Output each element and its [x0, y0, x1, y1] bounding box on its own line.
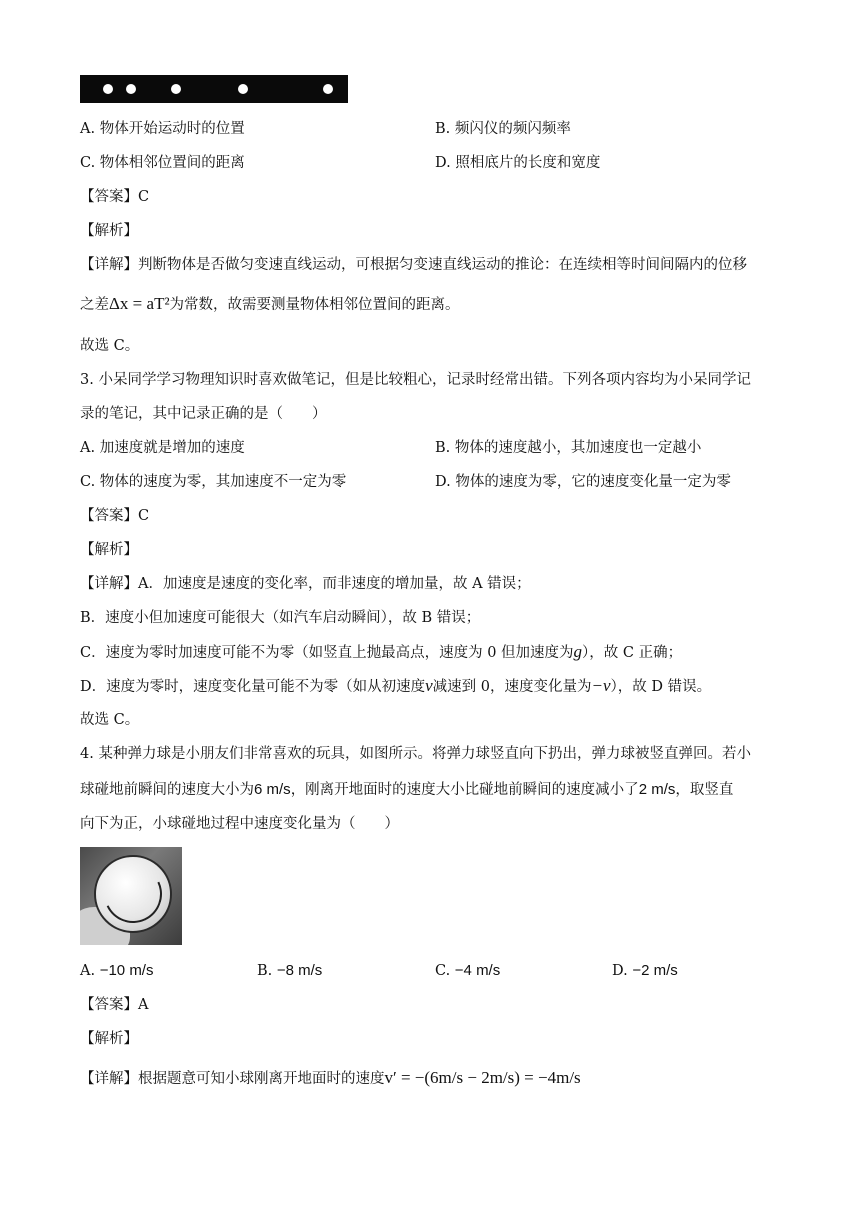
- q2-option-a: A. 物体开始运动时的位置: [80, 121, 245, 137]
- q3-answer: 【答案】C: [80, 508, 150, 524]
- q3-detail-c: [80, 642, 682, 663]
- q3-detail-c-text: C．速度为零时加速度可能不为零（如竖直上抛最高点，速度为 0 但加速度为: [80, 645, 574, 661]
- q4-detail-text: 【详解】根据题意可知小球刚离开地面时的速度: [80, 1071, 385, 1087]
- q4-formula: v′ = −(6m/s − 2m/s) = −4m/s: [384, 1068, 581, 1087]
- q2-detail-line1: 【详解】判断物体是否做匀变速直线运动，可根据匀变速直线运动的推论：在连续相等时间间隔内的位移: [80, 257, 747, 273]
- q4-option-d-value: −2 m/s: [632, 962, 678, 979]
- q2-option-b: B. 频闪仪的频闪频率: [435, 121, 571, 137]
- q3-detail-d-suffix: ），故 D 错误。: [610, 679, 712, 695]
- q4-option-b: [257, 961, 322, 981]
- q3-option-c: C. 物体的速度为零，其加速度不一定为零: [80, 474, 347, 490]
- q3-detail-b: B．速度小但加速度可能很大（如汽车启动瞬间），故 B 错误；: [80, 610, 481, 626]
- q2-detail-prefix: 之差: [80, 297, 109, 313]
- q4-option-b-label: B.: [257, 963, 273, 979]
- q2-answer: 【答案】C: [80, 189, 150, 205]
- q3-option-d: D. 物体的速度为零，它的速度变化量一定为零: [435, 474, 731, 490]
- q3-analysis-heading: 【解析】: [80, 542, 138, 558]
- q3-detail-d-mid: 减速到 0，速度变化量为: [432, 679, 592, 695]
- film-dot: [323, 84, 333, 94]
- q2-formula: Δx = aT²: [109, 294, 170, 313]
- q4-stem-line3: 向下为正，小球碰地过程中速度变化量为（ ）: [80, 816, 399, 832]
- q4-detail: [80, 1068, 581, 1089]
- q3-detail-d: [80, 676, 711, 697]
- q4-initial-speed: 6 m/s: [254, 781, 291, 798]
- q3-detail-a: 【详解】A．加速度是速度的变化率，而非速度的增加量，故 A 错误；: [80, 576, 531, 592]
- q2-detail-line2: [80, 294, 460, 315]
- q2-conclusion: 故选 C。: [80, 338, 140, 354]
- q2-option-c: C. 物体相邻位置间的距离: [80, 155, 245, 171]
- q4-stem2-text: 球碰地前瞬间的速度大小为: [80, 782, 254, 798]
- q4-option-a-value: −10 m/s: [99, 962, 154, 979]
- q3-option-a: A. 加速度就是增加的速度: [80, 440, 245, 456]
- q3-stem-line2: 录的笔记，其中记录正确的是（ ）: [80, 406, 327, 422]
- film-dot: [238, 84, 248, 94]
- q4-answer: 【答案】A: [80, 997, 149, 1013]
- q4-option-a: [80, 961, 153, 981]
- q4-stem2-suffix: ，取竖直: [675, 782, 734, 798]
- q4-option-a-label: A.: [80, 963, 96, 979]
- q4-option-c-label: C.: [435, 963, 451, 979]
- q2-option-d: D. 照相底片的长度和宽度: [435, 155, 601, 171]
- q3-stem-line1: 3. 小呆同学学习物理知识时喜欢做笔记，但是比较粗心，记录时经常出错。下列各项内容均为小呆同学记: [80, 372, 751, 388]
- q3-detail-c-suffix: ），故 C 正确；: [582, 645, 683, 661]
- q3-detail-d-text: D．速度为零时，速度变化量可能不为零（如从初速度: [80, 679, 426, 695]
- q4-option-d: [612, 961, 678, 981]
- film-dot: [126, 84, 136, 94]
- q4-option-c-value: −4 m/s: [454, 962, 501, 979]
- film-strip-figure: [80, 75, 348, 103]
- q4-stem2-mid: ，刚离开地面时的速度大小比碰地前瞬间的速度减小了: [290, 782, 639, 798]
- q2-detail-suffix: 为常数，故需要测量物体相邻位置间的距离。: [169, 297, 460, 313]
- bouncy-ball-photo: [80, 847, 182, 945]
- q4-analysis-heading: 【解析】: [80, 1031, 138, 1047]
- q4-option-b-value: −8 m/s: [276, 962, 323, 979]
- q3-negative-velocity: −v: [591, 676, 611, 695]
- velocity-symbol: v: [425, 676, 433, 695]
- q4-speed-decrease: 2 m/s: [638, 781, 676, 798]
- gravity-symbol: g: [573, 642, 583, 661]
- q3-conclusion: 故选 C。: [80, 712, 140, 728]
- q2-analysis-heading: 【解析】: [80, 223, 138, 239]
- q4-option-d-label: D.: [612, 963, 628, 979]
- film-dot: [171, 84, 181, 94]
- q3-option-b: B. 物体的速度越小，其加速度也一定越小: [435, 440, 702, 456]
- q4-stem-line2: [80, 780, 733, 800]
- film-dot: [103, 84, 113, 94]
- q4-option-c: [435, 961, 500, 981]
- q4-stem-line1: 4. 某种弹力球是小朋友们非常喜欢的玩具，如图所示。将弹力球竖直向下扔出，弹力球被竖直弹回。若小: [80, 746, 751, 762]
